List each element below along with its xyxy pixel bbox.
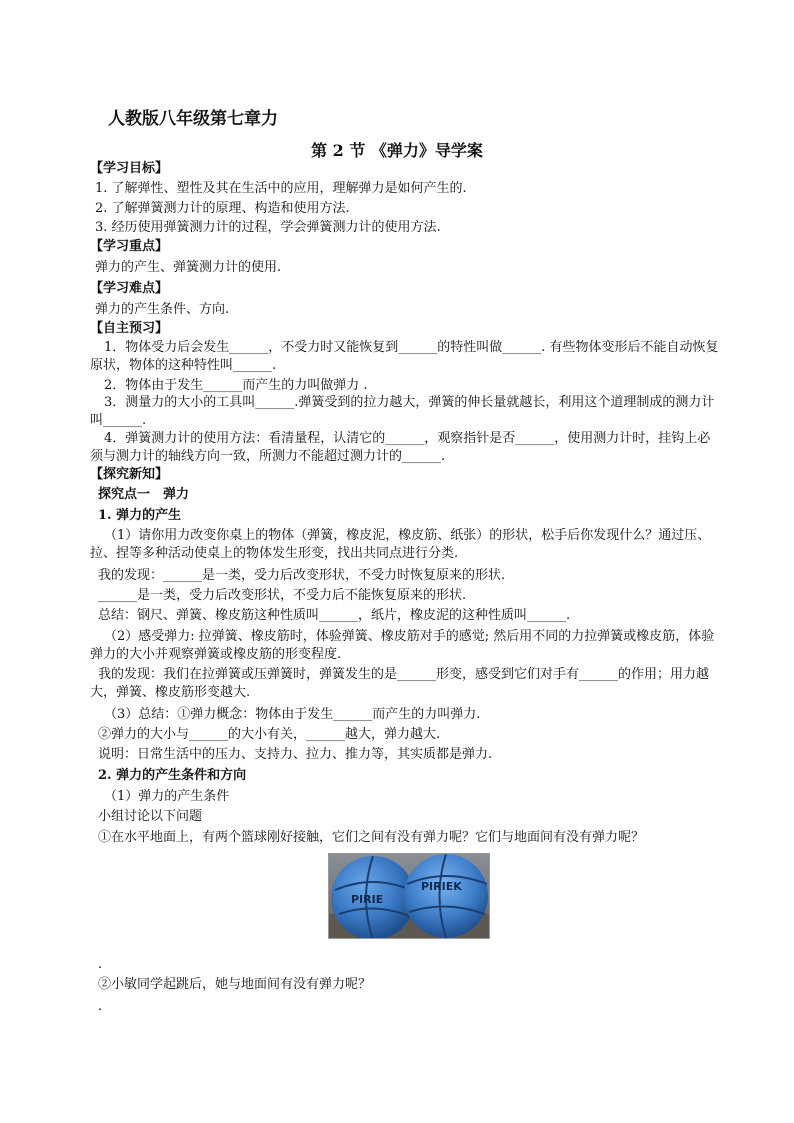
document-title: 人教版八年级第七章力 [108, 109, 278, 129]
document-subtitle: 第 2 节 《弹力》导学案 [311, 141, 483, 160]
finding-3: 我的发现：我们在拉弹簧或压弹簧时，弹簧发生的是______形变，感受到它们对手有______的作用；用力越大，弹簧、橡皮筋形变越大. [90, 667, 710, 700]
preview-question-1: 1．物体受力后会发生______，不受力时又能恢复到______的特性叫做______. 有些物体变形后不能自动恢复原状，物体的这种特性叫______. [90, 340, 719, 373]
section-heading-difficulties: 【学习难点】 [90, 281, 169, 296]
note-text: 说明：日常生活中的压力、支持力、拉力、推力等，其实质都是弹力. [98, 747, 493, 762]
ball-right-brand-text: PIRIEK [421, 880, 462, 893]
basketballs-photo [328, 853, 490, 939]
finding-2: ______是一类，受力后改变形状，不受力后不能恢复原来的形状. [98, 588, 467, 603]
preview-question-3: 3．测量力的大小的工具叫______.弹簧受到的拉力越大，弹簧的伸长量就越长，利用这个道理制成的测力计叫______. [90, 395, 715, 428]
objective-1: 1. 了解弹性、塑性及其在生活中的应用，理解弹力是如何产生的. [95, 181, 467, 196]
discussion-question-2: ②小敏同学起跳后，她与地面间有没有弹力呢？ [98, 977, 372, 992]
answer-dot-1: . [98, 957, 103, 972]
objective-2: 2. 了解弹簧测力计的原理、构造和使用方法. [95, 201, 350, 216]
difficulties-text: 弹力的产生条件、方向. [95, 302, 230, 317]
activity-2: （2）感受弹力: 拉弹簧、橡皮筋时，体验弹簧、橡皮筋对手的感觉; 然后用不同的力拉弹簧或橡皮筋，体验弹力的大小并观察弹簧或橡皮筋的形变程度. [90, 629, 715, 662]
discussion-question-1: ①在水平地面上，有两个篮球刚好接触，它们之间有没有弹力呢？它们与地面间有没有弹力呢？ [98, 830, 645, 845]
summary-concept: （3）总结：①弹力概念：物体由于发生______而产生的力叫弹力. [104, 707, 481, 722]
ball-left-brand-text: PIRIE [351, 893, 384, 906]
conditions-heading: （1）弹力的产生条件 [104, 789, 230, 804]
section-heading-objectives: 【学习目标】 [90, 161, 169, 176]
section-heading-key-points: 【学习重点】 [90, 239, 169, 254]
objective-3: 3. 经历使用弹簧测力计的过程，学会弹簧测力计的使用方法. [95, 220, 441, 235]
summary-elasticity: 总结：钢尺、弹簧、橡皮筋这种性质叫______，纸片，橡皮泥的这种性质叫______. [98, 608, 571, 623]
subsection-elastic-force-origin: 1. 弹力的产生 [98, 508, 182, 523]
activity-1: （1）请你用力改变你桌上的物体（弹簧，橡皮泥，橡皮筋、纸张）的形状，松手后你发现什么？通过压、拉、捏等多种活动使桌上的物体发生形变，找出共同点进行分类. [90, 528, 711, 561]
key-points-text: 弹力的产生、弹簧测力计的使用. [95, 260, 282, 275]
basketball-right [404, 854, 488, 938]
summary-magnitude: ②弹力的大小与______的大小有关，______越大，弹力越大. [98, 727, 441, 742]
answer-dot-2: . [98, 999, 103, 1014]
explore-point-1: 探究点一 弹力 [98, 487, 190, 502]
preview-question-4: 4．弹簧测力计的使用方法：看清量程，认清它的______，观察指针是否______，使用测力计时，挂钩上必须与测力计的轴线方向一致，所测力不能超过测力计的______. [90, 431, 711, 464]
basketballs-illustration [329, 854, 489, 938]
discussion-intro: 小组讨论以下问题 [98, 809, 203, 824]
section-heading-preview: 【自主预习】 [90, 321, 169, 336]
preview-question-2: 2．物体由于发生______而产生的力叫做弹力 . [104, 378, 368, 393]
finding-1: 我的发现：______是一类，受力后改变形状，不受力时恢复原来的形状. [98, 568, 506, 583]
subsection-conditions-direction: 2. 弹力的产生条件和方向 [98, 768, 247, 783]
section-heading-explore: 【探究新知】 [90, 467, 169, 482]
